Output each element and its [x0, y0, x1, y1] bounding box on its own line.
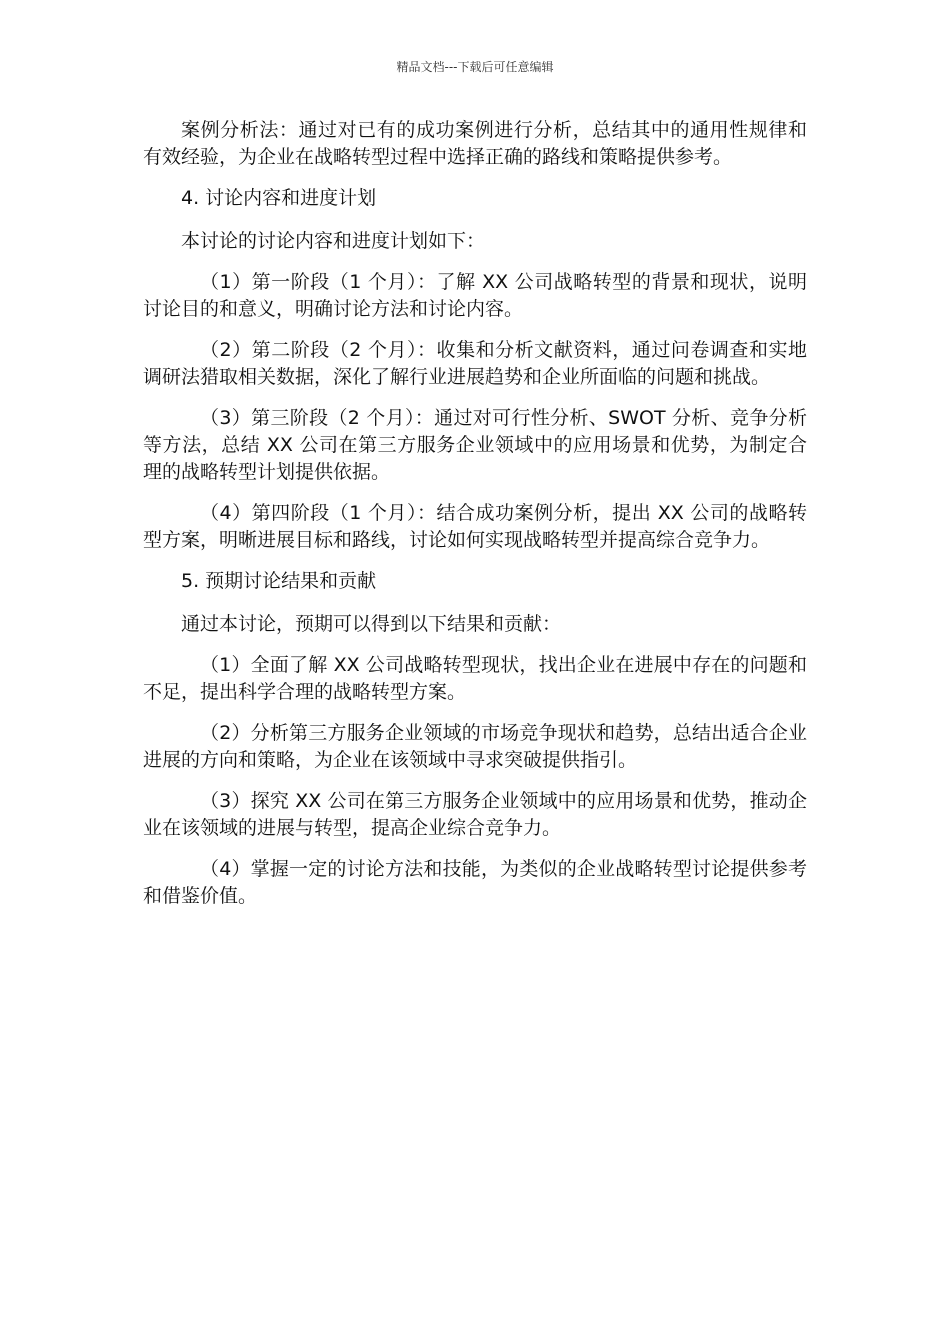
section-heading-results: 5. 预期讨论结果和贡献	[181, 570, 377, 592]
paragraph-result-4: （4）掌握一定的讨论方法和技能，为类似的企业战略转型讨论提供参考和借鉴价值。	[143, 858, 807, 907]
paragraph-stage-2: （2）第二阶段（2 个月）：收集和分析文献资料，通过问卷调查和实地调研法猎取相关数据，深化了解行业进展趋势和企业所面临的问题和挑战。	[143, 339, 807, 388]
paragraph-stage-1: （1）第一阶段（1 个月）：了解 XX 公司战略转型的背景和现状，说明讨论目的和意义，明确讨论方法和讨论内容。	[143, 271, 807, 320]
page-header: 精品文档---下载后可任意编辑	[396, 60, 554, 74]
document-body	[143, 117, 807, 924]
paragraph-stage-4: （4）第四阶段（1 个月）：结合成功案例分析，提出 XX 公司的战略转型方案，明晰进展目标和路线，讨论如何实现战略转型并提高综合竞争力。	[143, 502, 807, 551]
paragraph-result-2: （2）分析第三方服务企业领域的市场竞争现状和趋势，总结出适合企业进展的方向和策略，为企业在该领域中寻求突破提供指引。	[143, 722, 807, 771]
paragraph-result-3: （3）探究 XX 公司在第三方服务企业领域中的应用场景和优势，推动企业在该领域的进展与转型，提高企业综合竞争力。	[143, 790, 807, 839]
paragraph-results-intro: 通过本讨论，预期可以得到以下结果和贡献：	[181, 613, 562, 635]
paragraph-stage-3: （3）第三阶段（2 个月）：通过对可行性分析、SWOT 分析、竞争分析等方法，总结 XX 公司在第三方服务企业领域中的应用场景和优势，为制定合理的战略转型计划提供依据。	[143, 407, 807, 483]
paragraph-result-1: （1）全面了解 XX 公司战略转型现状，找出企业在进展中存在的问题和不足，提出科学合理的战略转型方案。	[143, 654, 807, 703]
paragraph-schedule-intro: 本讨论的讨论内容和进度计划如下：	[181, 230, 486, 252]
section-heading-schedule: 4. 讨论内容和进度计划	[181, 187, 377, 209]
paragraph-case-analysis: 案例分析法：通过对已有的成功案例进行分析，总结其中的通用性规律和有效经验，为企业在战略转型过程中选择正确的路线和策略提供参考。	[143, 119, 807, 168]
